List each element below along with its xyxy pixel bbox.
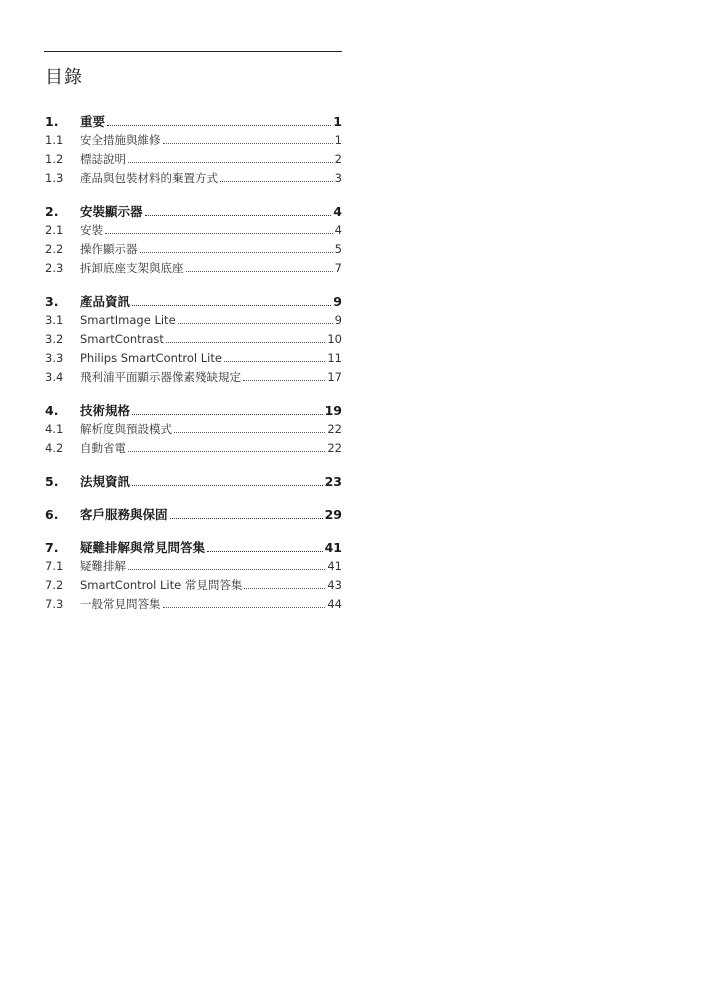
toc-number: 3.3	[45, 351, 64, 365]
toc-page: 22	[327, 441, 342, 455]
toc-subentry[interactable]	[45, 557, 342, 576]
toc-label[interactable]: 操作顯示器	[80, 242, 138, 256]
toc-label[interactable]: 安裝顯示器	[80, 204, 143, 219]
toc-number: 3.	[45, 294, 59, 309]
dot-leader	[128, 162, 333, 163]
toc-section-4	[45, 401, 342, 458]
toc-subentry[interactable]	[45, 240, 342, 259]
toc-number: 2.2	[45, 242, 64, 256]
toc-page: 1	[334, 133, 342, 147]
toc-label[interactable]: 疑難排解	[80, 559, 126, 573]
toc-page: 2	[334, 152, 342, 166]
toc-entry[interactable]	[45, 292, 342, 311]
toc-label[interactable]: 拆卸底座支架與底座	[80, 261, 184, 275]
dot-leader	[224, 361, 325, 362]
toc-entry[interactable]	[45, 505, 342, 524]
dot-leader	[178, 323, 333, 324]
toc-page: 29	[324, 507, 342, 522]
toc-label[interactable]: 疑難排解與常見問答集	[80, 540, 206, 555]
dot-leader	[132, 414, 323, 415]
toc-subentry[interactable]	[45, 131, 342, 150]
toc-label[interactable]: SmartControl Lite 常見問答集	[80, 578, 243, 592]
top-rule	[44, 51, 342, 52]
dot-leader	[166, 342, 325, 343]
toc-number: 7.2	[45, 578, 64, 592]
toc-number: 3.1	[45, 313, 64, 327]
dot-leader	[220, 181, 333, 182]
toc-page: 11	[327, 351, 342, 365]
dot-leader	[107, 125, 331, 126]
toc-number: 1.	[45, 114, 59, 129]
toc-section-7	[45, 538, 342, 614]
toc-subentry[interactable]	[45, 595, 342, 614]
toc-subentry[interactable]	[45, 259, 342, 278]
dot-leader	[207, 551, 323, 552]
toc-page: 7	[334, 261, 342, 275]
toc-page: 19	[324, 403, 342, 418]
toc-label[interactable]: 重要	[80, 114, 106, 129]
toc-page: 43	[327, 578, 342, 592]
toc-subentry[interactable]	[45, 150, 342, 169]
dot-leader	[163, 143, 333, 144]
toc-page: 10	[327, 332, 342, 346]
toc-label[interactable]: 安全措施與維修	[80, 133, 161, 147]
toc-subentry[interactable]	[45, 169, 342, 188]
dot-leader	[244, 588, 325, 589]
dot-leader	[170, 518, 323, 519]
page-title: 目錄	[45, 67, 83, 88]
dot-leader	[186, 271, 333, 272]
toc-number: 1.2	[45, 152, 64, 166]
toc-number: 2.3	[45, 261, 64, 275]
toc-page: 17	[327, 370, 342, 384]
toc-subentry[interactable]	[45, 349, 342, 368]
toc-number: 1.1	[45, 133, 64, 147]
toc-label[interactable]: SmartContrast	[80, 332, 164, 346]
dot-leader	[128, 451, 325, 452]
toc-label[interactable]: 產品與包裝材料的棄置方式	[80, 171, 218, 185]
toc-number: 4.1	[45, 422, 64, 436]
toc-number: 4.2	[45, 441, 64, 455]
toc-label[interactable]: 法規資訊	[80, 474, 131, 489]
toc-number: 7.1	[45, 559, 64, 573]
toc-page: 9	[334, 313, 342, 327]
toc-page: 4	[334, 223, 342, 237]
toc-page: 4	[333, 204, 342, 219]
toc-number: 4.	[45, 403, 59, 418]
dot-leader	[140, 252, 333, 253]
toc-entry[interactable]	[45, 202, 342, 221]
toc-page: 3	[334, 171, 342, 185]
toc-number: 3.4	[45, 370, 64, 384]
toc-page: 1	[333, 114, 342, 129]
toc-section-6	[45, 505, 342, 524]
toc-label[interactable]: 客戶服務與保固	[80, 507, 168, 522]
toc-label[interactable]: SmartImage Lite	[80, 313, 176, 327]
toc-number: 5.	[45, 474, 59, 489]
toc-subentry[interactable]	[45, 330, 342, 349]
toc-entry[interactable]	[45, 538, 342, 557]
toc-label[interactable]: 自動省電	[80, 441, 126, 455]
toc-subentry[interactable]	[45, 576, 342, 595]
toc-subentry[interactable]	[45, 420, 342, 439]
toc-entry[interactable]	[45, 401, 342, 420]
toc-number: 1.3	[45, 171, 64, 185]
toc-number: 7.3	[45, 597, 64, 611]
toc-entry[interactable]	[45, 472, 342, 491]
toc-subentry[interactable]	[45, 311, 342, 330]
toc-subentry[interactable]	[45, 368, 342, 387]
dot-leader	[105, 233, 333, 234]
dot-leader	[128, 569, 325, 570]
toc-page: 22	[327, 422, 342, 436]
toc-label[interactable]: 安裝	[80, 223, 103, 237]
toc-label[interactable]: Philips SmartControl Lite	[80, 351, 222, 365]
toc-number: 7.	[45, 540, 59, 555]
toc-subentry[interactable]	[45, 439, 342, 458]
toc-number: 3.2	[45, 332, 64, 346]
dot-leader	[243, 380, 325, 381]
toc-entry[interactable]	[45, 112, 342, 131]
toc-number: 2.1	[45, 223, 64, 237]
toc-number: 2.	[45, 204, 59, 219]
toc-page: 41	[327, 559, 342, 573]
toc-section-2	[45, 202, 342, 278]
toc-page: 5	[334, 242, 342, 256]
toc-label[interactable]: 一般常見問答集	[80, 597, 161, 611]
toc-section-1	[45, 112, 342, 188]
dot-leader	[174, 432, 325, 433]
toc-label[interactable]: 技術規格	[80, 403, 131, 418]
toc-page: 44	[327, 597, 342, 611]
dot-leader	[145, 215, 332, 216]
dot-leader	[132, 485, 323, 486]
toc-label[interactable]: 標誌說明	[80, 152, 126, 166]
toc-page: 9	[333, 294, 342, 309]
toc-page: 41	[324, 540, 342, 555]
dot-leader	[163, 607, 326, 608]
table-of-contents	[45, 112, 342, 628]
toc-section-5	[45, 472, 342, 491]
toc-label[interactable]: 飛利浦平面顯示器像素殘缺規定	[80, 370, 241, 384]
toc-number: 6.	[45, 507, 59, 522]
toc-label[interactable]: 產品資訊	[80, 294, 131, 309]
toc-label[interactable]: 解析度與預設模式	[80, 422, 172, 436]
toc-section-3	[45, 292, 342, 387]
toc-page: 23	[324, 474, 342, 489]
dot-leader	[132, 305, 331, 306]
toc-subentry[interactable]	[45, 221, 342, 240]
